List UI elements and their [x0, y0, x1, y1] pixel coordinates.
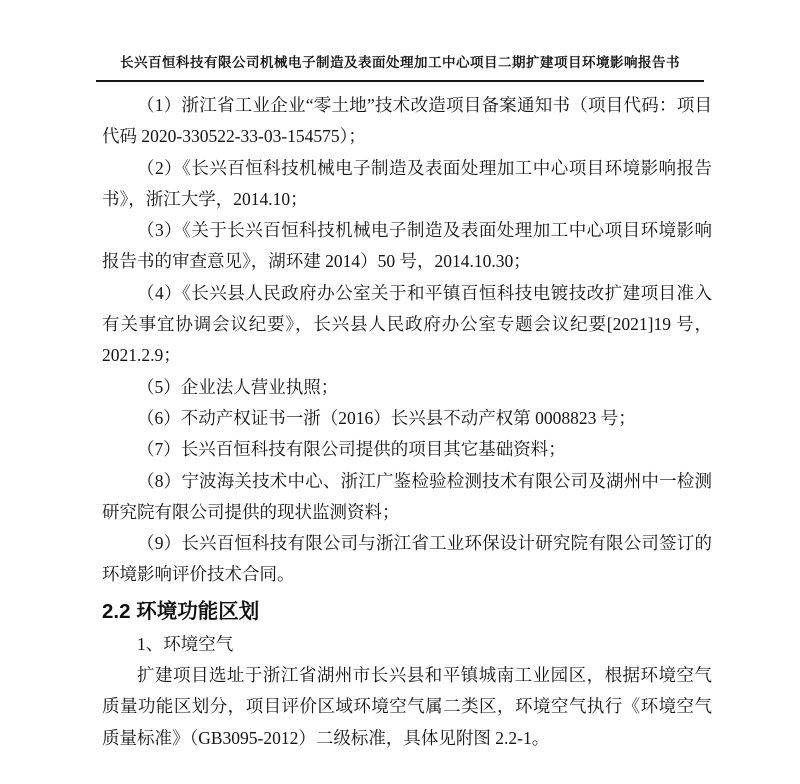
reference-item-2: （2）《长兴百恒科技机械电子制造及表面处理加工中心项目环境影响报告书》，浙江大学，2014.10；	[102, 157, 712, 209]
reference-item-3: （3）《关于长兴百恒科技机械电子制造及表面处理加工中心项目环境影响报告书的审查意见》，湖环建 2014）50 号，2014.10.30；	[102, 220, 712, 272]
document-header	[0, 0, 800, 82]
report-title: 长兴百恒科技有限公司机械电子制造及表面处理加工中心项目二期扩建项目环境影响报告书	[120, 55, 680, 70]
reference-item-6: （6）不动产权证书一浙（2016）长兴县不动产权第 0008823 号；	[137, 407, 636, 428]
subsection-heading: 1、环境空气	[137, 633, 234, 654]
reference-item-1: （1）浙江省工业企业“零土地”技术改造项目备案通知书（项目代码：项目代码 2020-330522-33-03-154575）；	[102, 95, 712, 147]
body-paragraph: 扩建项目选址于浙江省湖州市长兴县和平镇城南工业园区，根据环境空气质量功能区划分，项目评价区域环境空气属二类区，环境空气执行《环境空气质量标准》（GB3095-2012）二级标准，具体见附图 2.2-1。	[102, 665, 712, 748]
section-heading: 2.2 环境功能区划	[102, 599, 260, 623]
reference-item-9: （9）长兴百恒科技有限公司与浙江省工业环保设计研究院有限公司签订的环境影响评价技术合同。	[102, 533, 712, 585]
reference-item-4: （4）《长兴县人民政府办公室关于和平镇百恒科技电镀技改扩建项目准入有关事宜协调会议纪要》，长兴县人民政府办公室专题会议纪要[2021]19 号，2021.2.9；	[102, 282, 712, 366]
reference-item-8: （8）宁波海关技术中心、浙江广鉴检验检测技术有限公司及湖州中一检测研究院有限公司提供的现状监测资料；	[102, 470, 712, 522]
document-body	[0, 82, 800, 754]
reference-item-5: （5）企业法人营业执照；	[137, 376, 339, 397]
reference-item-7: （7）长兴百恒科技有限公司提供的项目其它基础资料；	[137, 439, 566, 460]
